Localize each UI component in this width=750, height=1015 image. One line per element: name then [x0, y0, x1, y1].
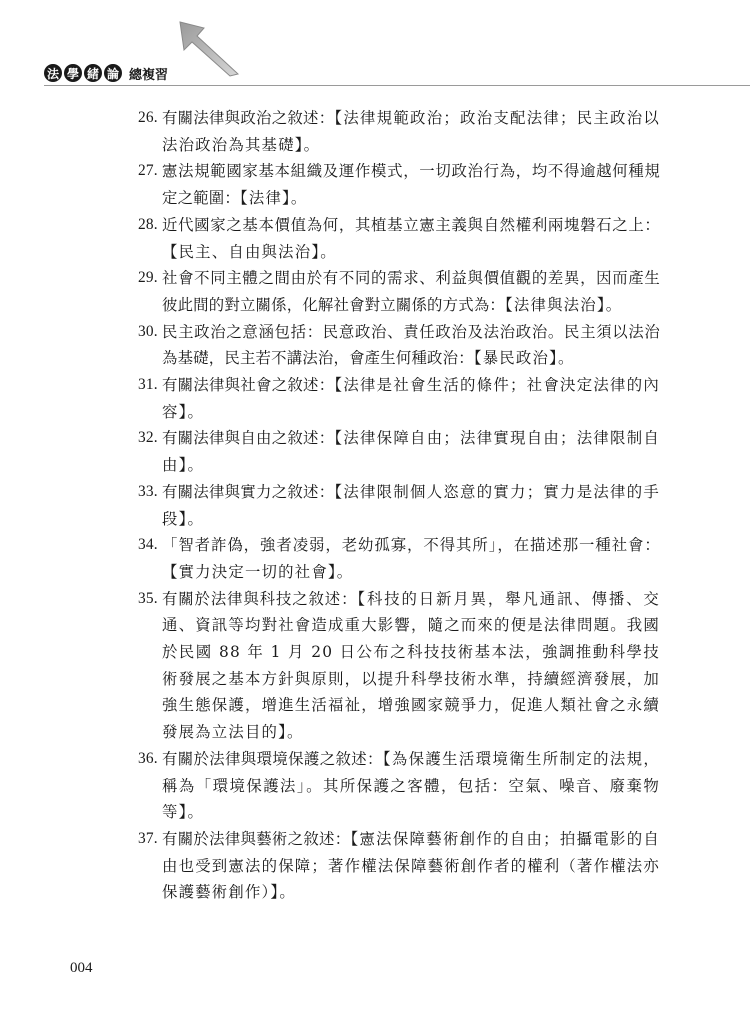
item-question: 民主政治之意涵包括：民意政治、責任政治及法治政治。民主須以法治為基礎，民主若不講法治，會產生何種政治：	[162, 322, 660, 368]
item-number: 27.	[138, 162, 158, 180]
list-item	[138, 158, 660, 211]
item-answer: 【暴民政治】。	[473, 349, 575, 368]
book-brand	[44, 60, 168, 86]
list-item	[138, 372, 660, 425]
item-number: 37.	[138, 829, 158, 847]
item-answer: 【法律】。	[239, 189, 308, 208]
list-item	[138, 319, 660, 372]
item-question: 有關於法律與藝術之敘述：	[162, 829, 351, 848]
item-question: 有關法律與政治之敘述：	[162, 109, 335, 127]
item-number: 34.	[138, 536, 158, 554]
item-answer: 【科技的日新月異，舉凡通訊、傳播、交通、資訊等均對社會造成重大影響，隨之而來的便是法律問題。我國於民國 88 年 1 月 20 日公布之科技技術基本法，強調推動科學技術發展之基本方針與原則，以提升科學技術水準，持續經濟發展，加強生態保護，增進生活福祉，增強國家競爭力，促進人類社會之永續發展為立法目的】。	[162, 589, 660, 742]
item-answer: 【憲法保障藝術創作的自由；拍攝電影的自由也受到憲法的保障；著作權法保障藝術創作者的權利（著作權法亦保護藝術創作）】。	[162, 829, 660, 902]
item-number: 33.	[138, 482, 158, 500]
item-answer: 【實力決定一切的社會】。	[162, 562, 354, 581]
item-number: 28.	[138, 215, 158, 233]
brand-subtitle: 總複習	[129, 67, 169, 83]
list-item	[138, 479, 660, 532]
arrow-icon	[170, 18, 244, 78]
header-rule	[44, 85, 750, 86]
item-question: 近代國家之基本價值為何，其植基立憲主義與自然權利兩塊磐石之上：	[162, 215, 660, 234]
item-number: 29.	[138, 269, 158, 287]
item-number: 32.	[138, 429, 158, 447]
item-question: 有關於法律與環境保護之敘述：	[162, 749, 383, 768]
list-item	[138, 746, 660, 826]
item-number: 31.	[138, 376, 158, 394]
item-answer: 【法律規範政治；政治支配法律；民主政治以法治政治為其基礎】。	[162, 109, 660, 154]
brand-char: 法	[44, 64, 62, 82]
page-header	[0, 0, 750, 100]
brand-char: 學	[64, 64, 82, 82]
item-answer: 【法律保障自由；法律實現自由；法律限制自由】。	[162, 429, 660, 475]
list-item	[138, 425, 660, 478]
item-question: 有關法律與社會之敘述：	[162, 376, 335, 395]
item-answer: 【民主、自由與法治】。	[162, 242, 337, 261]
item-question: 有關法律與實力之敘述：	[162, 482, 335, 501]
page-number: 004	[70, 960, 93, 976]
item-number: 26.	[138, 109, 158, 126]
list-item	[138, 826, 660, 906]
item-question: 社會不同主體之間由於有不同的需求、利益與價值觀的差異，因而產生彼此間的對立關係，化解社會對立關係的方式為：	[162, 269, 660, 314]
list-item	[138, 105, 660, 158]
item-answer: 【法律與法治】。	[505, 295, 623, 314]
item-answer: 【法律是社會生活的條件；社會決定法律的內容】。	[162, 376, 660, 421]
brand-char: 論	[104, 64, 122, 82]
brand-char: 緒	[84, 64, 102, 82]
item-number: 30.	[138, 322, 158, 340]
item-question: 有關於法律與科技之敘述：	[162, 589, 358, 608]
list-item	[138, 532, 660, 585]
item-question: 「智者詐偽，強者凌弱，老幼孤寡，不得其所」，在描述那一種社會：	[162, 536, 660, 555]
list-item	[138, 212, 660, 265]
list-item	[138, 586, 660, 746]
item-number: 35.	[138, 589, 158, 607]
item-question: 憲法規範國家基本組織及運作模式，一切政治行為，均不得逾越何種規定之範圍：	[162, 162, 660, 208]
item-answer: 【為保護生活環境衛生所制定的法規，稱為「環境保護法」。其所保護之客體，包括：空氣、噪音、廢棄物等】。	[162, 749, 660, 822]
list-item	[138, 265, 660, 318]
item-answer: 【法律限制個人恣意的實力；實力是法律的手段】。	[162, 482, 660, 528]
item-question: 有關法律與自由之敘述：	[162, 429, 335, 448]
question-list	[138, 105, 660, 906]
item-number: 36.	[138, 749, 158, 767]
